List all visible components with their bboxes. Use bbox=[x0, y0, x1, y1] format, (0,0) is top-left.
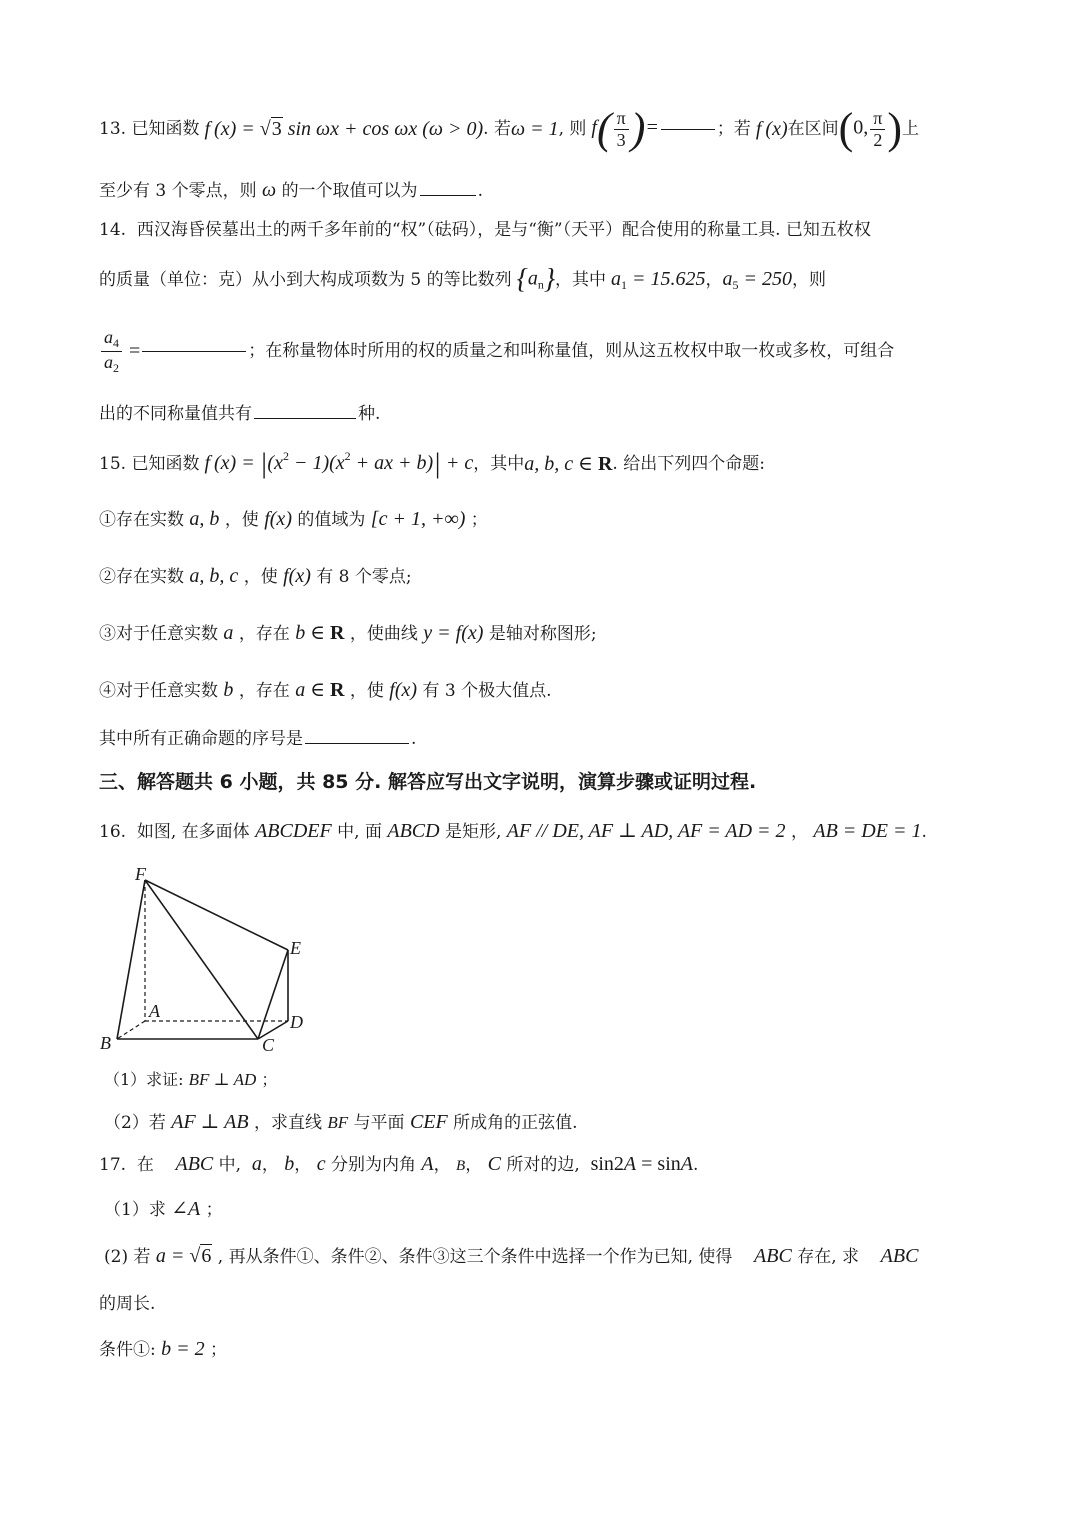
q13-text: , 则 bbox=[558, 118, 587, 139]
denominator: 2 bbox=[873, 129, 883, 150]
q14-line1 bbox=[99, 222, 871, 239]
edge-AB bbox=[117, 1021, 145, 1039]
vertex-label-C: C bbox=[262, 1035, 275, 1055]
question-number: 17. bbox=[99, 1155, 127, 1175]
q15-prop4: ④对于任意实数 b ，存在 a ∈ R ，使 f(x) 有 3 个极大值点. bbox=[99, 679, 552, 701]
answer-blank[interactable] bbox=[661, 129, 715, 130]
q14-text: ，则 bbox=[792, 269, 827, 290]
q15-prop3: ③对于任意实数 a ，存在 b ∈ R ，使曲线 y = f(x) 是轴对称图形; bbox=[99, 622, 597, 644]
polyhedron-figure bbox=[95, 862, 335, 1062]
q16-sub1: （1）求证: BF ⊥ AD ； bbox=[104, 1070, 278, 1089]
q16-sub2: （2）若 AF ⊥ AB ，求直线 BF 与平面 CEF 所成角的正弦值. bbox=[104, 1111, 578, 1133]
q15-condition: a, b, c ∈ R bbox=[524, 453, 613, 475]
answer-blank[interactable] bbox=[142, 351, 246, 352]
answer-blank[interactable] bbox=[254, 418, 356, 419]
q14-line3: $\frac{a_4}{a_2}$ = ；在称量物体时所用的权的质量之和叫称量值，则从这五枚权中取一枚或多枚，可组合 bbox=[99, 326, 894, 376]
q14-line4 bbox=[99, 406, 380, 423]
q13-text: 在区间 bbox=[787, 118, 839, 139]
question-number: 16. bbox=[99, 822, 127, 842]
edge-EC bbox=[258, 950, 288, 1039]
q14-sequence: $\{a_n\}$ bbox=[516, 264, 556, 295]
q13-function: f (x) = √3 sin ωx + cos ωx (ω > 0) bbox=[199, 118, 484, 140]
q17-line3: 的周长. bbox=[99, 1294, 156, 1314]
q14-a1: $a_1 = 15.625$ bbox=[606, 268, 706, 292]
q14-text: 西汉海昏侯墓出土的两千多年前的“权”（砝码），是与“衡”（天平）配合使用的称量工具. 已知五枚权 bbox=[136, 220, 871, 240]
vertex-label-B: B bbox=[100, 1033, 111, 1053]
q15-text: ，其中 bbox=[473, 453, 525, 474]
q14-a5: $a_5 = 250$ bbox=[722, 268, 793, 292]
q13-text: 至少有 3 个零点，则 bbox=[99, 181, 257, 201]
q17-sub2: (2) 若 a = √6 , 再从条件①、条件②、条件③这三个条件中选择一个作为已知, 使得 ABC 存在, 求 ABC bbox=[104, 1245, 919, 1267]
q17-line1: 17. 在 ABC 中, a， b， c 分别为内角 A， B， C 所对的边, sin2A = sinA. bbox=[99, 1153, 699, 1175]
pi-symbol: π bbox=[614, 108, 629, 130]
vertex-label-E: E bbox=[290, 938, 301, 958]
omega-symbol: ω bbox=[262, 179, 277, 201]
q14-text: ；在称量物体时所用的权的质量之和叫称量值，则从这五枚权中取一枚或多枚，可组合 bbox=[248, 340, 895, 361]
q13-text: 的一个取值可以为 bbox=[281, 181, 418, 201]
q15-prop2: ②存在实数 a, b, c ，使 f(x) 有 8 个零点; bbox=[99, 565, 412, 587]
q15-line1 bbox=[99, 446, 765, 482]
fx: f (x) bbox=[750, 118, 788, 140]
q14-ratio: $\frac{a_4}{a_2}$ bbox=[101, 327, 122, 376]
edge-FC bbox=[145, 880, 258, 1039]
period: . bbox=[477, 181, 483, 201]
q13-line2 bbox=[99, 180, 483, 200]
q14-text: 的质量（单位：克）从小到大构成项数为 5 的等比数列 bbox=[99, 269, 512, 290]
q13-interval: (0, $\frac{\pi}{2}$ ) bbox=[838, 104, 903, 153]
question-number: 15. bbox=[99, 453, 127, 474]
q15-function: f $(x) = |(x^2 - 1)(x^2$ + ax + b)| + c bbox=[199, 448, 474, 480]
q13-text: . 若 bbox=[483, 118, 511, 139]
q15-prop1: ①存在实数 a, b ，使 f(x) 的值域为 [c + 1, +∞) ； bbox=[99, 508, 488, 530]
q14-text: 出的不同称量值共有 bbox=[99, 404, 252, 424]
q14-text: ，其中 bbox=[555, 269, 607, 290]
pi-symbol: π bbox=[870, 108, 885, 130]
answer-blank[interactable] bbox=[305, 743, 409, 744]
q15-text: 已知函数 bbox=[131, 453, 200, 474]
q13-line1 bbox=[99, 104, 919, 154]
q13-text: 上 bbox=[902, 118, 920, 139]
edge-FE bbox=[145, 880, 288, 950]
q13-text: 已知函数 bbox=[131, 118, 200, 139]
q14-line2: 的质量（单位：克）从小到大构成项数为 5 的等比数列 $\{a_n\}$ ，其中 $a_1 = 15.625$ ， $a_5 = 250$ ，则 bbox=[99, 264, 827, 295]
vertex-label-F: F bbox=[135, 864, 146, 884]
q13-text: ；若 bbox=[716, 118, 751, 139]
vertex-label-A: A bbox=[149, 1001, 160, 1021]
section-heading: 三、解答题共 6 小题，共 85 分. 解答应写出文字说明，演算步骤或证明过程. bbox=[99, 771, 757, 793]
q13-eval: f( $\frac{\pi}{3}$ )= bbox=[586, 104, 659, 153]
q16-line1: 16. 如图, 在多面体 ABCDEF 中, 面 ABCD 是矩形, AF // DE, AF ⊥ AD, AF = AD = 2 ， AB = DE = 1. bbox=[99, 820, 927, 842]
q15-ask: 其中所有正确命题的序号是 . bbox=[99, 729, 417, 749]
q17-sub1: （1）求 ∠A ； bbox=[104, 1198, 223, 1220]
vertex-label-D: D bbox=[290, 1012, 303, 1032]
question-number: 13. bbox=[99, 118, 127, 139]
q14-text: 种. bbox=[358, 404, 381, 424]
answer-blank[interactable] bbox=[420, 195, 476, 196]
q13-condition: ω = 1 bbox=[510, 118, 559, 140]
denominator: 3 bbox=[616, 129, 626, 150]
question-number: 14. bbox=[99, 220, 127, 240]
q17-cond1: 条件①: b = 2 ； bbox=[99, 1338, 228, 1360]
q15-text: . 给出下列四个命题: bbox=[612, 453, 765, 474]
edge-FB bbox=[117, 880, 145, 1039]
